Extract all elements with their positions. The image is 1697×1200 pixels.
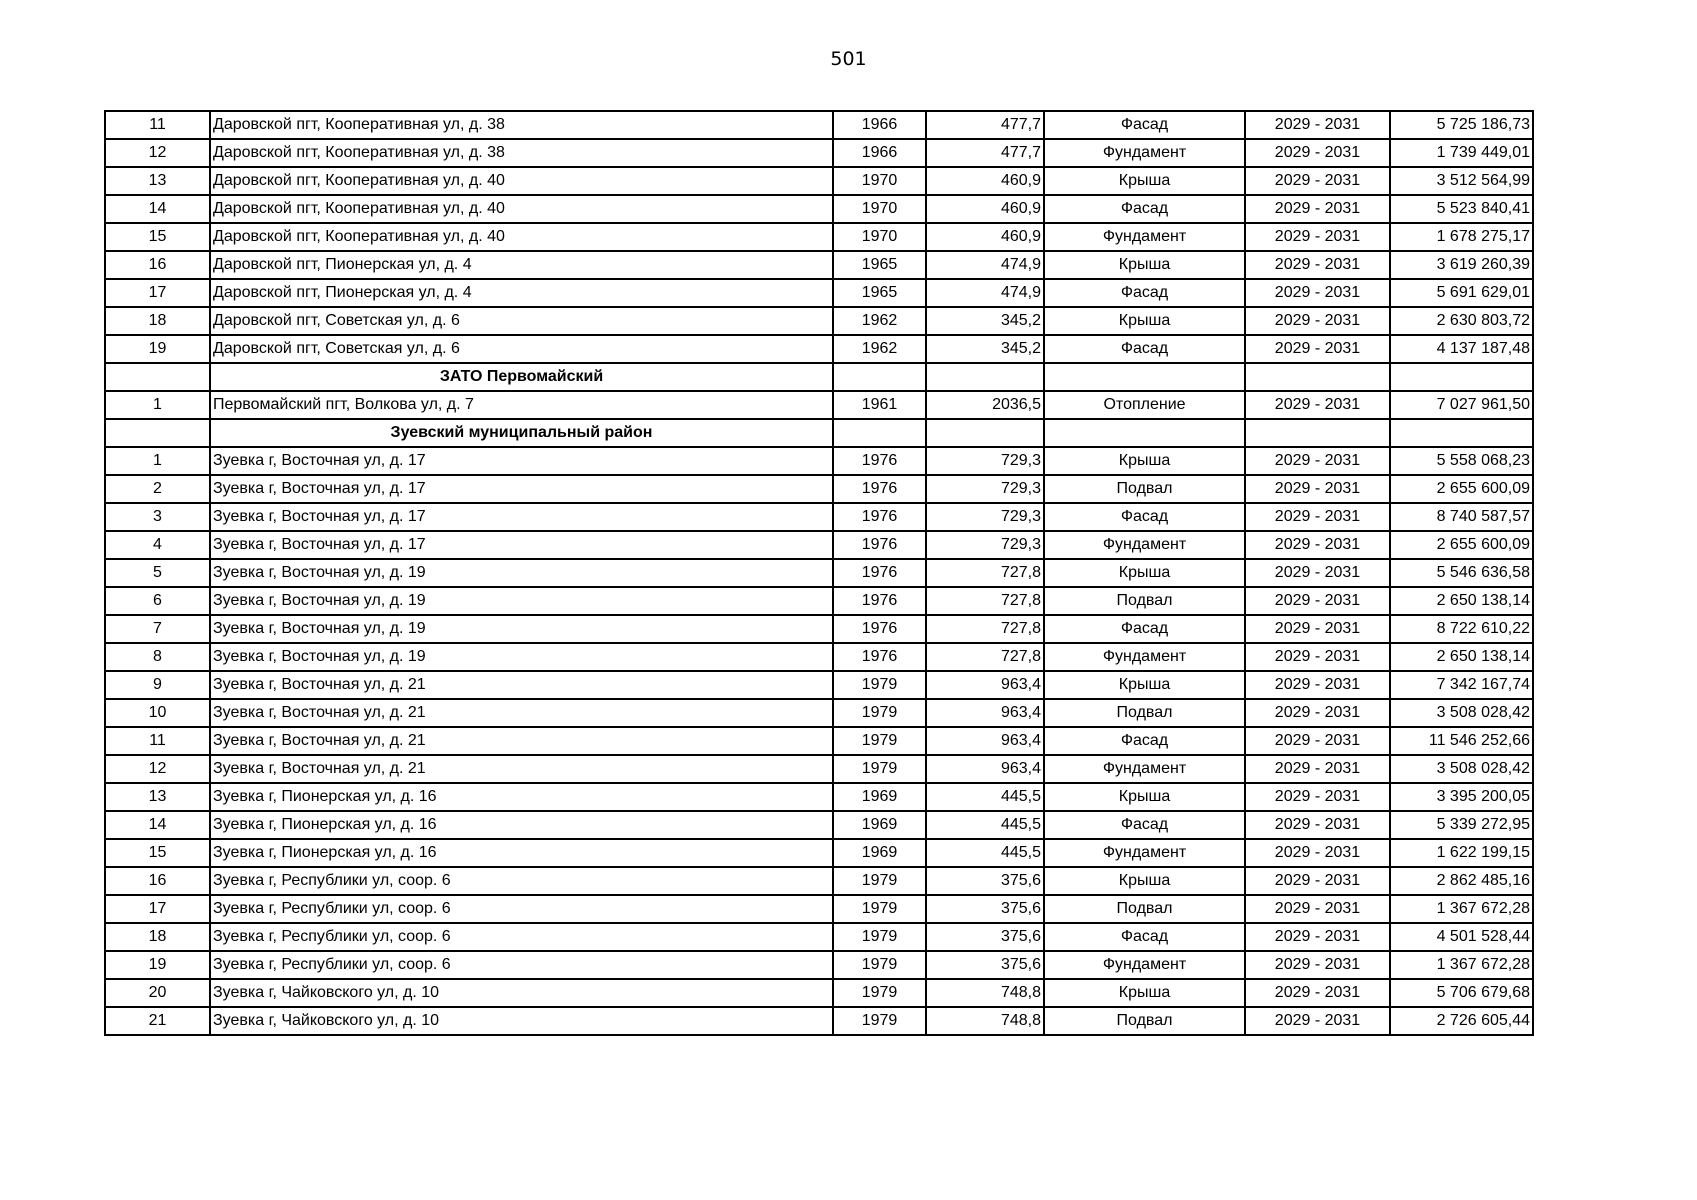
address-cell: Зуевка г, Восточная ул, д. 21	[210, 671, 833, 699]
period-cell: 2029 - 2031	[1245, 139, 1390, 167]
address-cell: Зуевка г, Республики ул, соор. 6	[210, 895, 833, 923]
period-cell: 2029 - 2031	[1245, 755, 1390, 783]
row-number-cell: 18	[105, 923, 210, 951]
address-cell: Зуевка г, Восточная ул, д. 17	[210, 475, 833, 503]
table-row	[105, 307, 1533, 335]
year-built-cell: 1979	[833, 867, 926, 895]
period-cell: 2029 - 2031	[1245, 1007, 1390, 1035]
period-cell: 2029 - 2031	[1245, 195, 1390, 223]
work-type-cell: Фасад	[1044, 503, 1245, 531]
cost-cell: 7 027 961,50	[1390, 391, 1533, 419]
area-cell: 729,3	[926, 447, 1044, 475]
address-cell: Даровской пгт, Кооперативная ул, д. 38	[210, 111, 833, 139]
area-cell: 963,4	[926, 727, 1044, 755]
year-built-cell: 1966	[833, 139, 926, 167]
cost-cell: 3 508 028,42	[1390, 699, 1533, 727]
address-cell: Зуевка г, Республики ул, соор. 6	[210, 951, 833, 979]
row-number-cell: 15	[105, 223, 210, 251]
table-row	[105, 279, 1533, 307]
work-type-cell: Фасад	[1044, 335, 1245, 363]
address-cell: Зуевка г, Пионерская ул, д. 16	[210, 839, 833, 867]
row-number-cell: 20	[105, 979, 210, 1007]
address-cell: Даровской пгт, Пионерская ул, д. 4	[210, 279, 833, 307]
period-cell: 2029 - 2031	[1245, 531, 1390, 559]
year-built-cell: 1979	[833, 727, 926, 755]
page-number: 501	[830, 48, 867, 70]
year-built-cell: 1979	[833, 979, 926, 1007]
area-cell: 729,3	[926, 531, 1044, 559]
area-cell: 445,5	[926, 811, 1044, 839]
year-built-cell: 1976	[833, 447, 926, 475]
row-number-cell: 19	[105, 951, 210, 979]
empty-cell	[833, 363, 926, 391]
cost-cell: 5 725 186,73	[1390, 111, 1533, 139]
year-built-cell: 1969	[833, 839, 926, 867]
table-row	[105, 951, 1533, 979]
year-built-cell: 1979	[833, 951, 926, 979]
cost-cell: 3 508 028,42	[1390, 755, 1533, 783]
area-cell: 375,6	[926, 923, 1044, 951]
work-type-cell: Фасад	[1044, 111, 1245, 139]
work-type-cell: Крыша	[1044, 559, 1245, 587]
empty-cell	[1390, 419, 1533, 447]
address-cell: Зуевка г, Восточная ул, д. 21	[210, 699, 833, 727]
section-header-row	[105, 419, 1533, 447]
address-cell: Первомайский пгт, Волкова ул, д. 7	[210, 391, 833, 419]
work-type-cell: Крыша	[1044, 251, 1245, 279]
period-cell: 2029 - 2031	[1245, 643, 1390, 671]
cost-cell: 2 650 138,14	[1390, 587, 1533, 615]
period-cell: 2029 - 2031	[1245, 895, 1390, 923]
repair-works-table	[104, 110, 1534, 1036]
work-type-cell: Фундамент	[1044, 531, 1245, 559]
table-row	[105, 195, 1533, 223]
area-cell: 345,2	[926, 335, 1044, 363]
row-number-cell: 6	[105, 587, 210, 615]
address-cell: Зуевка г, Восточная ул, д. 19	[210, 587, 833, 615]
address-cell: Даровской пгт, Кооперативная ул, д. 38	[210, 139, 833, 167]
empty-cell	[1390, 363, 1533, 391]
work-type-cell: Фундамент	[1044, 139, 1245, 167]
cost-cell: 3 395 200,05	[1390, 783, 1533, 811]
row-number-cell: 1	[105, 447, 210, 475]
work-type-cell: Фасад	[1044, 615, 1245, 643]
empty-cell	[105, 363, 210, 391]
area-cell: 963,4	[926, 755, 1044, 783]
address-cell: Зуевка г, Восточная ул, д. 19	[210, 643, 833, 671]
address-cell: Даровской пгт, Кооперативная ул, д. 40	[210, 223, 833, 251]
row-number-cell: 14	[105, 811, 210, 839]
period-cell: 2029 - 2031	[1245, 923, 1390, 951]
work-type-cell: Подвал	[1044, 699, 1245, 727]
work-type-cell: Крыша	[1044, 783, 1245, 811]
section-header-row	[105, 363, 1533, 391]
area-cell: 460,9	[926, 195, 1044, 223]
table-row	[105, 503, 1533, 531]
row-number-cell: 11	[105, 727, 210, 755]
cost-cell: 1 678 275,17	[1390, 223, 1533, 251]
row-number-cell: 17	[105, 279, 210, 307]
section-title: Зуевский муниципальный район	[210, 419, 833, 447]
table-row	[105, 447, 1533, 475]
address-cell: Зуевка г, Восточная ул, д. 21	[210, 755, 833, 783]
table-body	[105, 111, 1533, 1035]
period-cell: 2029 - 2031	[1245, 223, 1390, 251]
row-number-cell: 15	[105, 839, 210, 867]
work-type-cell: Фасад	[1044, 811, 1245, 839]
period-cell: 2029 - 2031	[1245, 783, 1390, 811]
row-number-cell: 3	[105, 503, 210, 531]
year-built-cell: 1976	[833, 503, 926, 531]
area-cell: 460,9	[926, 167, 1044, 195]
cost-cell: 2 655 600,09	[1390, 531, 1533, 559]
work-type-cell: Крыша	[1044, 447, 1245, 475]
period-cell: 2029 - 2031	[1245, 503, 1390, 531]
address-cell: Зуевка г, Восточная ул, д. 17	[210, 447, 833, 475]
period-cell: 2029 - 2031	[1245, 699, 1390, 727]
row-number-cell: 17	[105, 895, 210, 923]
area-cell: 2036,5	[926, 391, 1044, 419]
cost-cell: 5 339 272,95	[1390, 811, 1533, 839]
work-type-cell: Фундамент	[1044, 755, 1245, 783]
year-built-cell: 1969	[833, 783, 926, 811]
address-cell: Даровской пгт, Кооперативная ул, д. 40	[210, 167, 833, 195]
table-row	[105, 1007, 1533, 1035]
year-built-cell: 1979	[833, 923, 926, 951]
work-type-cell: Подвал	[1044, 895, 1245, 923]
area-cell: 727,8	[926, 587, 1044, 615]
area-cell: 477,7	[926, 139, 1044, 167]
area-cell: 474,9	[926, 279, 1044, 307]
year-built-cell: 1961	[833, 391, 926, 419]
address-cell: Зуевка г, Восточная ул, д. 19	[210, 559, 833, 587]
work-type-cell: Подвал	[1044, 1007, 1245, 1035]
table-row	[105, 167, 1533, 195]
year-built-cell: 1979	[833, 895, 926, 923]
year-built-cell: 1962	[833, 307, 926, 335]
row-number-cell: 13	[105, 167, 210, 195]
table-row	[105, 755, 1533, 783]
address-cell: Даровской пгт, Пионерская ул, д. 4	[210, 251, 833, 279]
address-cell: Даровской пгт, Советская ул, д. 6	[210, 335, 833, 363]
period-cell: 2029 - 2031	[1245, 951, 1390, 979]
address-cell: Зуевка г, Пионерская ул, д. 16	[210, 783, 833, 811]
work-type-cell: Фундамент	[1044, 643, 1245, 671]
row-number-cell: 7	[105, 615, 210, 643]
row-number-cell: 21	[105, 1007, 210, 1035]
year-built-cell: 1976	[833, 475, 926, 503]
row-number-cell: 10	[105, 699, 210, 727]
row-number-cell: 14	[105, 195, 210, 223]
cost-cell: 5 523 840,41	[1390, 195, 1533, 223]
cost-cell: 2 726 605,44	[1390, 1007, 1533, 1035]
area-cell: 729,3	[926, 475, 1044, 503]
year-built-cell: 1976	[833, 531, 926, 559]
table-row	[105, 139, 1533, 167]
address-cell: Зуевка г, Восточная ул, д. 21	[210, 727, 833, 755]
period-cell: 2029 - 2031	[1245, 839, 1390, 867]
work-type-cell: Фасад	[1044, 727, 1245, 755]
year-built-cell: 1962	[833, 335, 926, 363]
address-cell: Зуевка г, Восточная ул, д. 17	[210, 503, 833, 531]
cost-cell: 3 619 260,39	[1390, 251, 1533, 279]
section-title: ЗАТО Первомайский	[210, 363, 833, 391]
table-row	[105, 727, 1533, 755]
table-row	[105, 587, 1533, 615]
area-cell: 748,8	[926, 1007, 1044, 1035]
row-number-cell: 12	[105, 755, 210, 783]
row-number-cell: 4	[105, 531, 210, 559]
address-cell: Даровской пгт, Кооперативная ул, д. 40	[210, 195, 833, 223]
work-type-cell: Фундамент	[1044, 951, 1245, 979]
table-row	[105, 615, 1533, 643]
row-number-cell: 2	[105, 475, 210, 503]
area-cell: 345,2	[926, 307, 1044, 335]
period-cell: 2029 - 2031	[1245, 447, 1390, 475]
year-built-cell: 1979	[833, 671, 926, 699]
table-row	[105, 223, 1533, 251]
period-cell: 2029 - 2031	[1245, 279, 1390, 307]
year-built-cell: 1979	[833, 1007, 926, 1035]
period-cell: 2029 - 2031	[1245, 727, 1390, 755]
area-cell: 748,8	[926, 979, 1044, 1007]
work-type-cell: Отопление	[1044, 391, 1245, 419]
year-built-cell: 1976	[833, 643, 926, 671]
year-built-cell: 1970	[833, 223, 926, 251]
row-number-cell: 18	[105, 307, 210, 335]
empty-cell	[926, 419, 1044, 447]
period-cell: 2029 - 2031	[1245, 867, 1390, 895]
table-row	[105, 783, 1533, 811]
table-row	[105, 671, 1533, 699]
area-cell: 727,8	[926, 643, 1044, 671]
cost-cell: 8 722 610,22	[1390, 615, 1533, 643]
period-cell: 2029 - 2031	[1245, 811, 1390, 839]
empty-cell	[1245, 419, 1390, 447]
table-row	[105, 895, 1533, 923]
table-row	[105, 811, 1533, 839]
table-row	[105, 643, 1533, 671]
cost-cell: 2 630 803,72	[1390, 307, 1533, 335]
area-cell: 375,6	[926, 867, 1044, 895]
year-built-cell: 1966	[833, 111, 926, 139]
year-built-cell: 1976	[833, 587, 926, 615]
area-cell: 727,8	[926, 615, 1044, 643]
area-cell: 729,3	[926, 503, 1044, 531]
area-cell: 375,6	[926, 895, 1044, 923]
area-cell: 727,8	[926, 559, 1044, 587]
address-cell: Зуевка г, Пионерская ул, д. 16	[210, 811, 833, 839]
cost-cell: 5 558 068,23	[1390, 447, 1533, 475]
area-cell: 445,5	[926, 839, 1044, 867]
address-cell: Даровской пгт, Советская ул, д. 6	[210, 307, 833, 335]
work-type-cell: Крыша	[1044, 867, 1245, 895]
year-built-cell: 1976	[833, 559, 926, 587]
cost-cell: 4 501 528,44	[1390, 923, 1533, 951]
table-row	[105, 559, 1533, 587]
row-number-cell: 1	[105, 391, 210, 419]
row-number-cell: 12	[105, 139, 210, 167]
cost-cell: 7 342 167,74	[1390, 671, 1533, 699]
work-type-cell: Крыша	[1044, 671, 1245, 699]
area-cell: 375,6	[926, 951, 1044, 979]
empty-cell	[926, 363, 1044, 391]
area-cell: 474,9	[926, 251, 1044, 279]
period-cell: 2029 - 2031	[1245, 979, 1390, 1007]
year-built-cell: 1969	[833, 811, 926, 839]
period-cell: 2029 - 2031	[1245, 615, 1390, 643]
row-number-cell: 11	[105, 111, 210, 139]
empty-cell	[105, 419, 210, 447]
address-cell: Зуевка г, Восточная ул, д. 17	[210, 531, 833, 559]
cost-cell: 1 367 672,28	[1390, 895, 1533, 923]
period-cell: 2029 - 2031	[1245, 587, 1390, 615]
cost-cell: 4 137 187,48	[1390, 335, 1533, 363]
address-cell: Зуевка г, Восточная ул, д. 19	[210, 615, 833, 643]
work-type-cell: Крыша	[1044, 979, 1245, 1007]
cost-cell: 5 706 679,68	[1390, 979, 1533, 1007]
row-number-cell: 5	[105, 559, 210, 587]
empty-cell	[833, 419, 926, 447]
area-cell: 445,5	[926, 783, 1044, 811]
year-built-cell: 1979	[833, 699, 926, 727]
table-row	[105, 923, 1533, 951]
address-cell: Зуевка г, Чайковского ул, д. 10	[210, 979, 833, 1007]
empty-cell	[1245, 363, 1390, 391]
cost-cell: 2 655 600,09	[1390, 475, 1533, 503]
area-cell: 963,4	[926, 699, 1044, 727]
period-cell: 2029 - 2031	[1245, 251, 1390, 279]
period-cell: 2029 - 2031	[1245, 335, 1390, 363]
table-row	[105, 251, 1533, 279]
year-built-cell: 1970	[833, 167, 926, 195]
period-cell: 2029 - 2031	[1245, 167, 1390, 195]
cost-cell: 1 739 449,01	[1390, 139, 1533, 167]
period-cell: 2029 - 2031	[1245, 559, 1390, 587]
table-row	[105, 699, 1533, 727]
cost-cell: 1 367 672,28	[1390, 951, 1533, 979]
table-row	[105, 335, 1533, 363]
cost-cell: 5 546 636,58	[1390, 559, 1533, 587]
address-cell: Зуевка г, Республики ул, соор. 6	[210, 923, 833, 951]
period-cell: 2029 - 2031	[1245, 475, 1390, 503]
period-cell: 2029 - 2031	[1245, 391, 1390, 419]
empty-cell	[1044, 419, 1245, 447]
address-cell: Зуевка г, Чайковского ул, д. 10	[210, 1007, 833, 1035]
cost-cell: 11 546 252,66	[1390, 727, 1533, 755]
cost-cell: 3 512 564,99	[1390, 167, 1533, 195]
empty-cell	[1044, 363, 1245, 391]
row-number-cell: 13	[105, 783, 210, 811]
work-type-cell: Фасад	[1044, 923, 1245, 951]
work-type-cell: Крыша	[1044, 307, 1245, 335]
area-cell: 477,7	[926, 111, 1044, 139]
address-cell: Зуевка г, Республики ул, соор. 6	[210, 867, 833, 895]
table-row	[105, 391, 1533, 419]
cost-cell: 2 650 138,14	[1390, 643, 1533, 671]
work-type-cell: Подвал	[1044, 587, 1245, 615]
table-row	[105, 531, 1533, 559]
work-type-cell: Фасад	[1044, 279, 1245, 307]
area-cell: 460,9	[926, 223, 1044, 251]
row-number-cell: 19	[105, 335, 210, 363]
period-cell: 2029 - 2031	[1245, 307, 1390, 335]
period-cell: 2029 - 2031	[1245, 111, 1390, 139]
work-type-cell: Фундамент	[1044, 839, 1245, 867]
cost-cell: 8 740 587,57	[1390, 503, 1533, 531]
row-number-cell: 16	[105, 867, 210, 895]
row-number-cell: 16	[105, 251, 210, 279]
cost-cell: 1 622 199,15	[1390, 839, 1533, 867]
year-built-cell: 1970	[833, 195, 926, 223]
cost-cell: 5 691 629,01	[1390, 279, 1533, 307]
work-type-cell: Фасад	[1044, 195, 1245, 223]
year-built-cell: 1965	[833, 279, 926, 307]
row-number-cell: 9	[105, 671, 210, 699]
table-row	[105, 475, 1533, 503]
year-built-cell: 1965	[833, 251, 926, 279]
year-built-cell: 1979	[833, 755, 926, 783]
table-row	[105, 867, 1533, 895]
period-cell: 2029 - 2031	[1245, 671, 1390, 699]
row-number-cell: 8	[105, 643, 210, 671]
work-type-cell: Фундамент	[1044, 223, 1245, 251]
year-built-cell: 1976	[833, 615, 926, 643]
table-row	[105, 979, 1533, 1007]
work-type-cell: Подвал	[1044, 475, 1245, 503]
work-type-cell: Крыша	[1044, 167, 1245, 195]
table-row	[105, 111, 1533, 139]
area-cell: 963,4	[926, 671, 1044, 699]
table-row	[105, 839, 1533, 867]
cost-cell: 2 862 485,16	[1390, 867, 1533, 895]
